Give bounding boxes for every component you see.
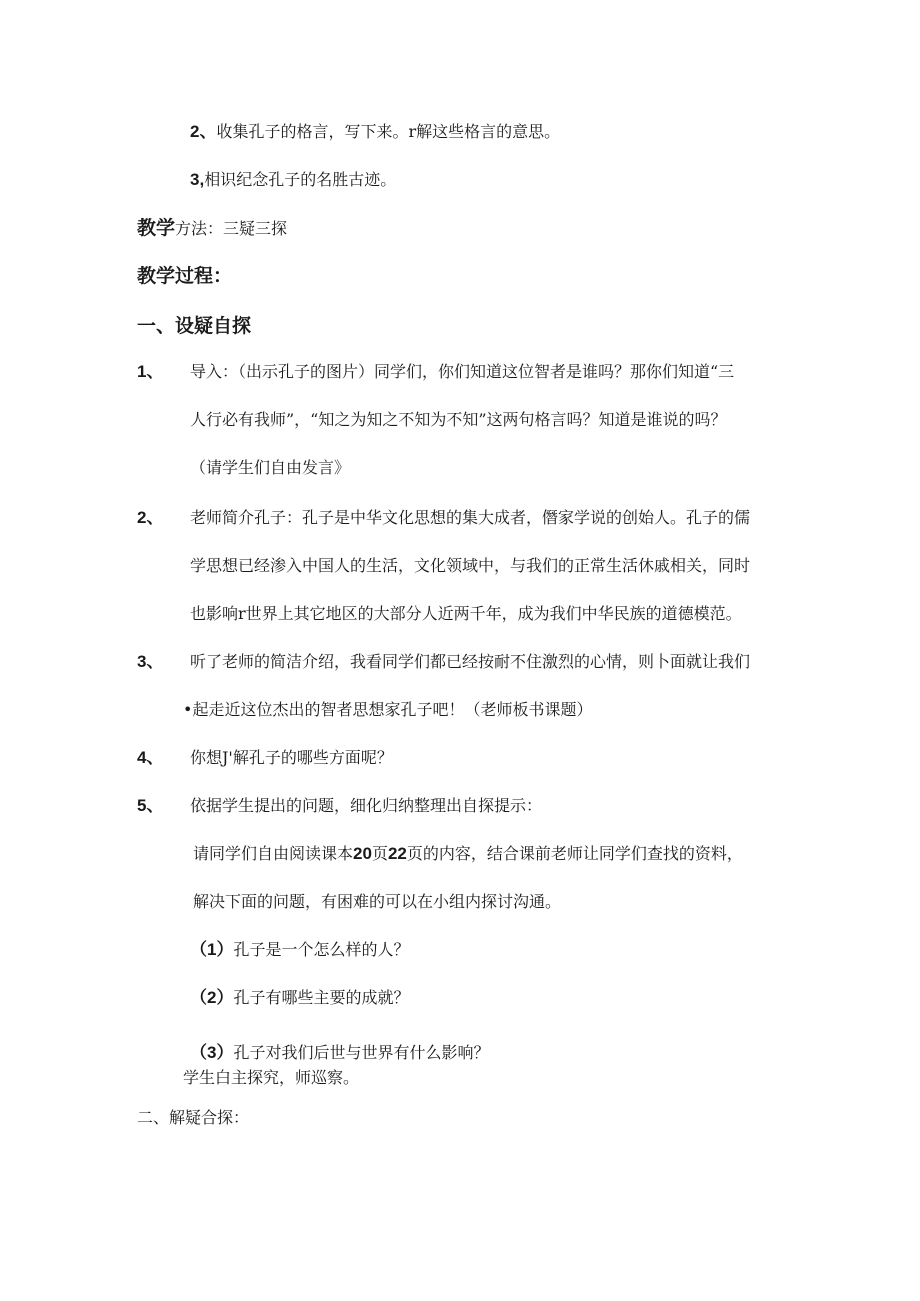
item-number-2: 2、 <box>137 508 164 527</box>
pre-item-number: 2、 <box>190 122 217 141</box>
item-1-line-3: （请学生们自由发言》 <box>190 458 351 477</box>
question-text: 孔子有哪些主要的成就？ <box>233 988 410 1007</box>
question-number: （1） <box>190 940 234 959</box>
question-number: （3） <box>190 1043 234 1062</box>
pre-item-text: 收集孔子的格言，写下来。r解这些格言的意思。 <box>216 122 561 141</box>
question-2 <box>190 988 409 1008</box>
pre-item-number: 3, <box>190 170 205 189</box>
teaching-method <box>137 216 287 241</box>
item-4-line-1: 你想J'解孔子的哪些方面呢？ <box>190 748 393 767</box>
item-2-line-3: 也影响r世界上其它地区的大部分人近两千年，成为我们中华民族的道德模范。 <box>190 604 742 623</box>
pre-item-text: 相识纪念孔子的名胜古迹。 <box>204 170 397 189</box>
item-1-line-1: 导入：（出示孔子的图片）同学们，你们知道这位智者是谁吗？那你们知道“三 <box>190 362 735 381</box>
teaching-method-label: 教学 <box>137 217 176 239</box>
hint-line-2: 解决下面的问题，有困难的可以在小组内探讨沟通。 <box>193 892 562 911</box>
item-2-line-2: 学思想已经渗入中国人的生活，文化领域中，与我们的正常生活休戚相关，同时 <box>190 556 751 575</box>
teaching-process-title: 教学过程： <box>137 265 233 287</box>
item-3-line-1: 听了老师的简洁介绍，我看同学们都已经按耐不住激烈的心情，则卜面就让我们 <box>190 652 751 671</box>
item-number-1: 1、 <box>137 362 164 381</box>
question-number: （2） <box>190 988 234 1007</box>
question-3 <box>190 1043 489 1063</box>
question-text: 孔子对我们后世与世界有什么影响？ <box>233 1043 490 1062</box>
item-number-3: 3、 <box>137 652 164 671</box>
item-3-line-2: •起走近这位杰出的智者思想家孔子吧！（老师板书课题） <box>183 700 593 719</box>
item-5-line-1: 依据学生提出的问题，细化归纳整理出自探提示： <box>190 796 543 815</box>
pre-item-2 <box>190 122 560 142</box>
pre-item-3 <box>190 170 396 190</box>
item-1-line-2: 人行必有我师”，“知之为知之不知为不知”这两句格言吗？知道是谁说的吗？ <box>190 410 727 429</box>
section-1-title: 一、设疑自探 <box>137 315 252 337</box>
hint-line-1: 请同学们自由阅读课本20页22页的内容，结合课前老师让同学们查找的资料， <box>193 844 743 863</box>
page-from: 20 <box>353 844 372 863</box>
item-number-4: 4、 <box>137 748 164 767</box>
section-2-title: 二、解疑合探： <box>137 1108 250 1127</box>
page-to: 22 <box>387 844 407 863</box>
student-note: 学生白主探究，师巡察。 <box>183 1068 360 1087</box>
item-2-line-1: 老师简介孔子：孔子是中华文化思想的集大成者，僭家学说的创始人。孔子的儒 <box>190 508 751 527</box>
question-1 <box>190 940 409 960</box>
question-text: 孔子是一个怎么样的人？ <box>233 940 410 959</box>
item-number-5: 5、 <box>137 796 164 815</box>
teaching-method-text: 方法：三疑三探 <box>175 219 288 238</box>
